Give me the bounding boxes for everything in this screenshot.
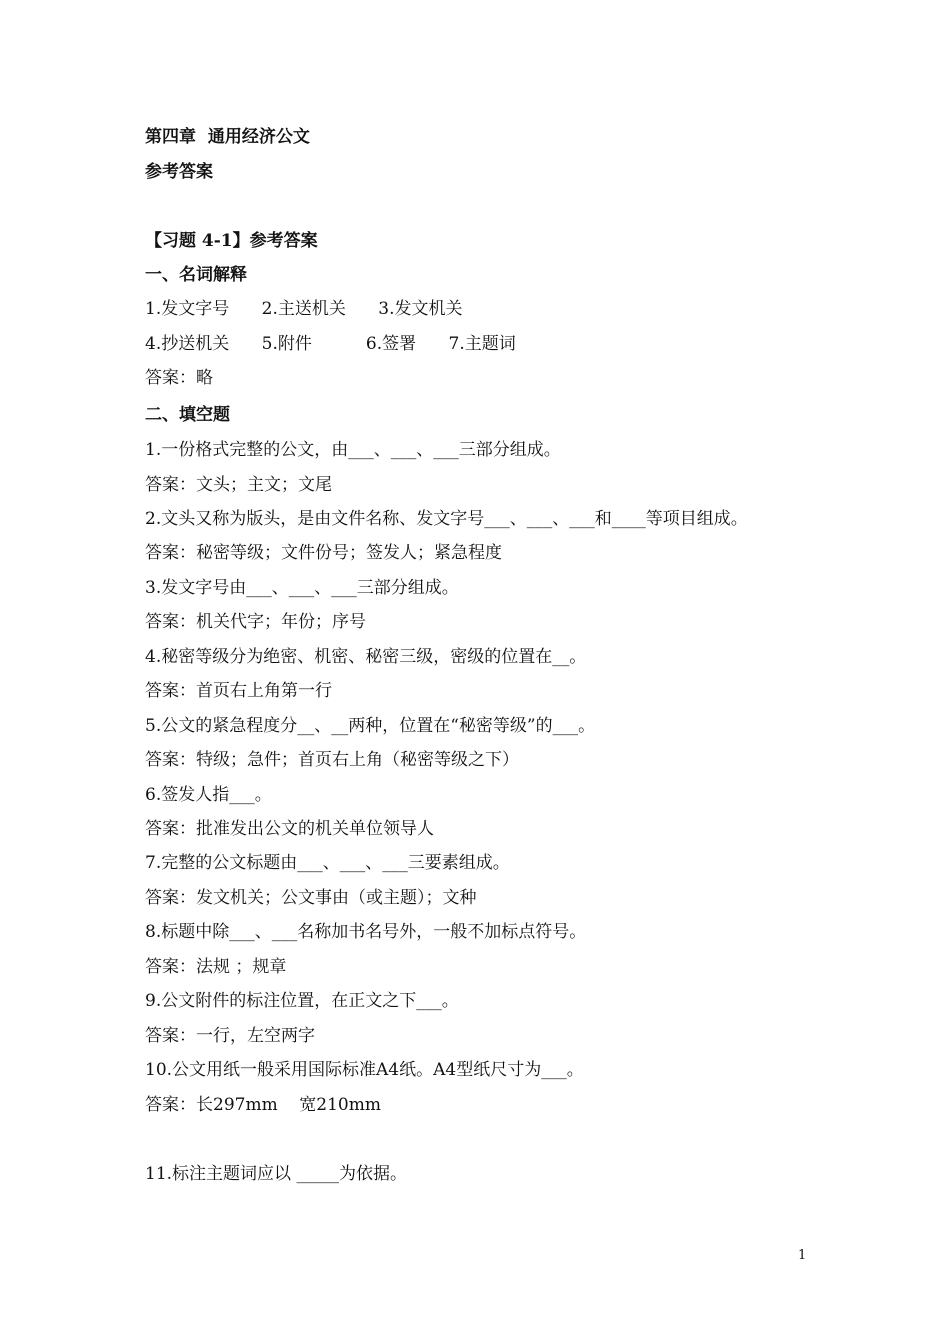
terms-row-2: 4.抄送机关 5.附件 6.签署 7.主题词 [145,334,516,354]
answer-6: 答案：批准发出公文的机关单位领导人 [145,819,434,839]
chapter-title: 第四章 通用经济公文 [145,127,310,147]
question-3: 3.发文字号由___、___、___三部分组成。 [145,578,459,598]
question-10: 10.公文用纸一般采用国际标准A4纸。A4型纸尺寸为___。 [145,1060,584,1080]
question-11: 11.标注主题词应以 _____为依据。 [145,1164,407,1184]
question-9: 9.公文附件的标注位置，在正文之下___。 [145,991,459,1011]
question-8: 8.标题中除___、___名称加书名号外，一般不加标点符号。 [145,922,587,942]
question-5: 5.公文的紧急程度分__、__两种，位置在“秘密等级”的___。 [145,716,596,736]
page-number: 1 [798,1248,807,1263]
answer-9: 答案：一行，左空两字 [145,1026,315,1046]
exercise-title: 【习题 4-1】参考答案 [145,231,318,251]
answer-5: 答案：特级；急件；首页右上角（秘密等级之下） [145,750,519,770]
question-2: 2.文头又称为版头，是由文件名称、发文字号___、___、___和____等项目组成。 [145,509,748,529]
answer-4: 答案：首页右上角第一行 [145,681,332,701]
answer-10: 答案：长297mm 宽210mm [145,1095,381,1115]
question-1: 1.一份格式完整的公文，由___、___、___三部分组成。 [145,440,561,460]
answers-subtitle: 参考答案 [145,162,213,182]
answer-8: 答案：法规 ；规章 [145,957,287,977]
question-6: 6.签发人指___。 [145,785,272,805]
answer-1: 答案：文头；主文；文尾 [145,475,332,495]
question-4: 4.秘密等级分为绝密、机密、秘密三级，密级的位置在__。 [145,647,587,667]
answer-7: 答案：发文机关；公文事由（或主题）；文种 [145,888,477,908]
answer-2: 答案：秘密等级；文件份号；签发人；紧急程度 [145,543,502,563]
terms-row-1: 1.发文字号 2.主送机关 3.发文机关 [145,299,463,319]
question-7: 7.完整的公文标题由___、___、___三要素组成。 [145,853,510,873]
section1-answer: 答案：略 [145,368,213,388]
section1-title: 一、名词解释 [145,265,247,285]
answer-3: 答案：机关代字；年份；序号 [145,612,366,632]
section2-title: 二、填空题 [145,405,230,425]
